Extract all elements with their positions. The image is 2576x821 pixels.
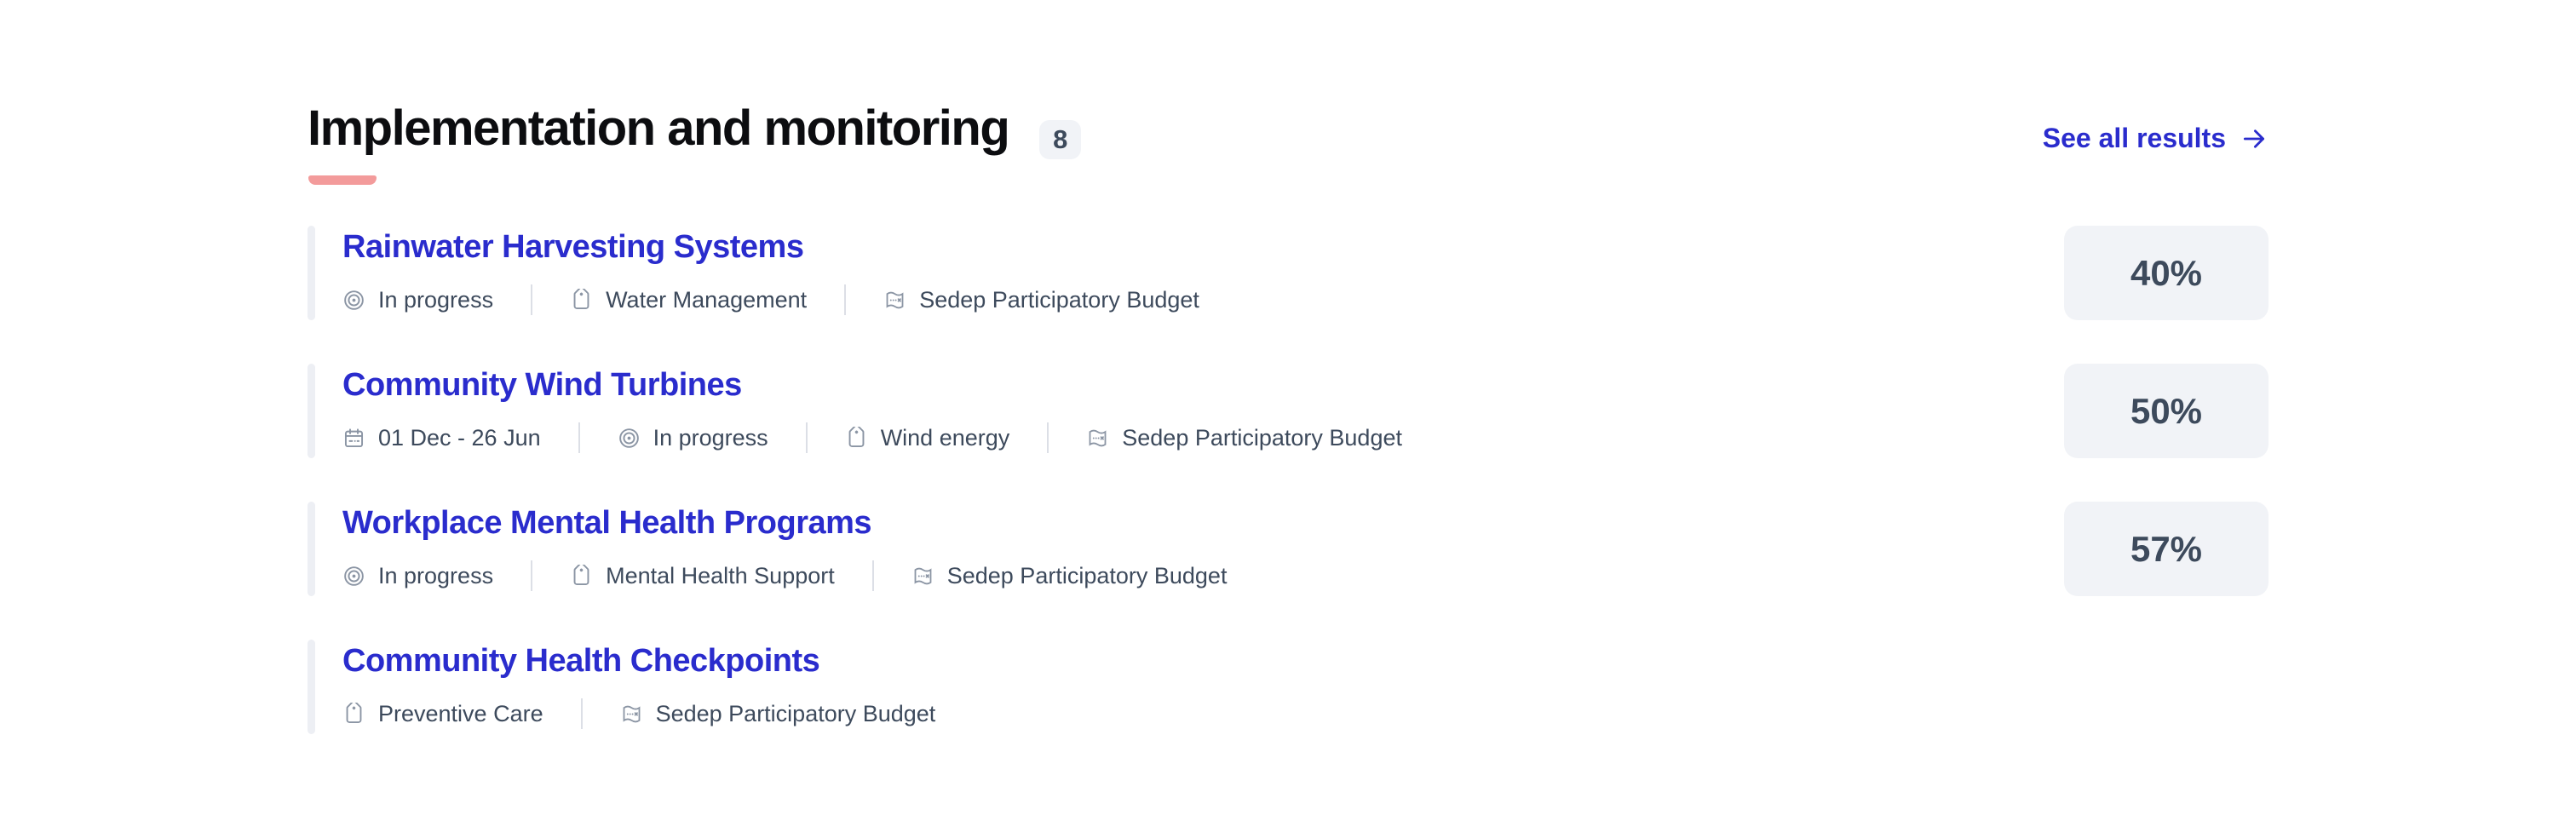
result-item <box>308 502 2268 596</box>
meta-label: In progress <box>378 562 494 588</box>
target-icon <box>342 565 365 588</box>
tag-icon <box>845 427 868 450</box>
section-header <box>308 99 2268 226</box>
item-body <box>342 226 2030 320</box>
progress-badge: 57% <box>2064 502 2268 596</box>
meta-entry <box>1086 425 1402 451</box>
item-accent-bar <box>308 640 315 734</box>
meta-entry <box>883 287 1199 313</box>
meta-label: Water Management <box>606 286 808 313</box>
tag-icon <box>570 289 593 312</box>
results-section <box>308 99 2268 734</box>
meta-entry <box>845 425 1010 451</box>
item-body <box>342 640 2268 734</box>
meta-divider <box>872 560 874 591</box>
flag-banner-icon <box>883 289 906 312</box>
target-icon <box>342 289 365 312</box>
meta-entry <box>342 563 493 589</box>
meta-divider <box>806 422 808 453</box>
meta-entry <box>570 287 807 313</box>
meta-label: Sedep Participatory Budget <box>946 562 1228 588</box>
meta-label: Sedep Participatory Budget <box>919 286 1199 313</box>
item-title-link[interactable]: Community Wind Turbines <box>342 367 742 403</box>
meta-entry <box>570 563 835 589</box>
item-title-link[interactable]: Rainwater Harvesting Systems <box>342 229 804 265</box>
flag-banner-icon <box>911 565 934 588</box>
meta-label: Mental Health Support <box>606 562 835 588</box>
meta-label: In progress <box>653 424 768 451</box>
item-meta <box>342 422 2030 453</box>
tag-icon <box>570 565 593 588</box>
progress-badge: 50% <box>2064 364 2268 458</box>
meta-entry <box>342 701 543 727</box>
meta-entry <box>618 425 768 451</box>
arrow-right-icon <box>2240 124 2268 153</box>
page-title: Implementation and monitoring <box>308 99 1009 158</box>
item-meta <box>342 560 2030 591</box>
result-item <box>308 364 2268 458</box>
calendar-icon <box>342 427 365 450</box>
meta-label: In progress <box>378 286 494 313</box>
item-body <box>342 364 2030 458</box>
meta-divider <box>578 422 580 453</box>
see-all-label: See all results <box>2042 123 2226 153</box>
result-item <box>308 640 2268 734</box>
item-accent-bar <box>308 364 315 458</box>
meta-divider <box>844 284 846 315</box>
progress-badge: 40% <box>2064 226 2268 320</box>
item-meta <box>342 698 2268 729</box>
item-accent-bar <box>308 502 315 596</box>
meta-label: Wind energy <box>880 424 1010 451</box>
flag-banner-icon <box>620 703 643 726</box>
item-accent-bar <box>308 226 315 320</box>
item-title-link[interactable]: Workplace Mental Health Programs <box>342 505 872 541</box>
results-list <box>308 226 2268 734</box>
meta-divider <box>531 560 532 591</box>
meta-entry <box>342 287 493 313</box>
meta-label: 01 Dec - 26 Jun <box>378 424 541 451</box>
meta-divider <box>531 284 532 315</box>
meta-entry <box>342 425 541 451</box>
meta-divider <box>1047 422 1049 453</box>
meta-label: Preventive Care <box>378 700 543 726</box>
meta-entry <box>620 701 936 727</box>
target-icon <box>618 427 641 450</box>
meta-divider <box>581 698 583 729</box>
tag-icon <box>342 703 365 726</box>
item-meta <box>342 284 2030 315</box>
meta-label: Sedep Participatory Budget <box>655 700 936 726</box>
meta-entry <box>911 563 1228 589</box>
meta-label: Sedep Participatory Budget <box>1122 424 1402 451</box>
item-title-link[interactable]: Community Health Checkpoints <box>342 643 820 679</box>
item-body <box>342 502 2030 596</box>
result-item <box>308 226 2268 320</box>
flag-banner-icon <box>1086 427 1109 450</box>
count-badge: 8 <box>1039 120 1081 159</box>
see-all-results-link[interactable] <box>2043 123 2268 154</box>
